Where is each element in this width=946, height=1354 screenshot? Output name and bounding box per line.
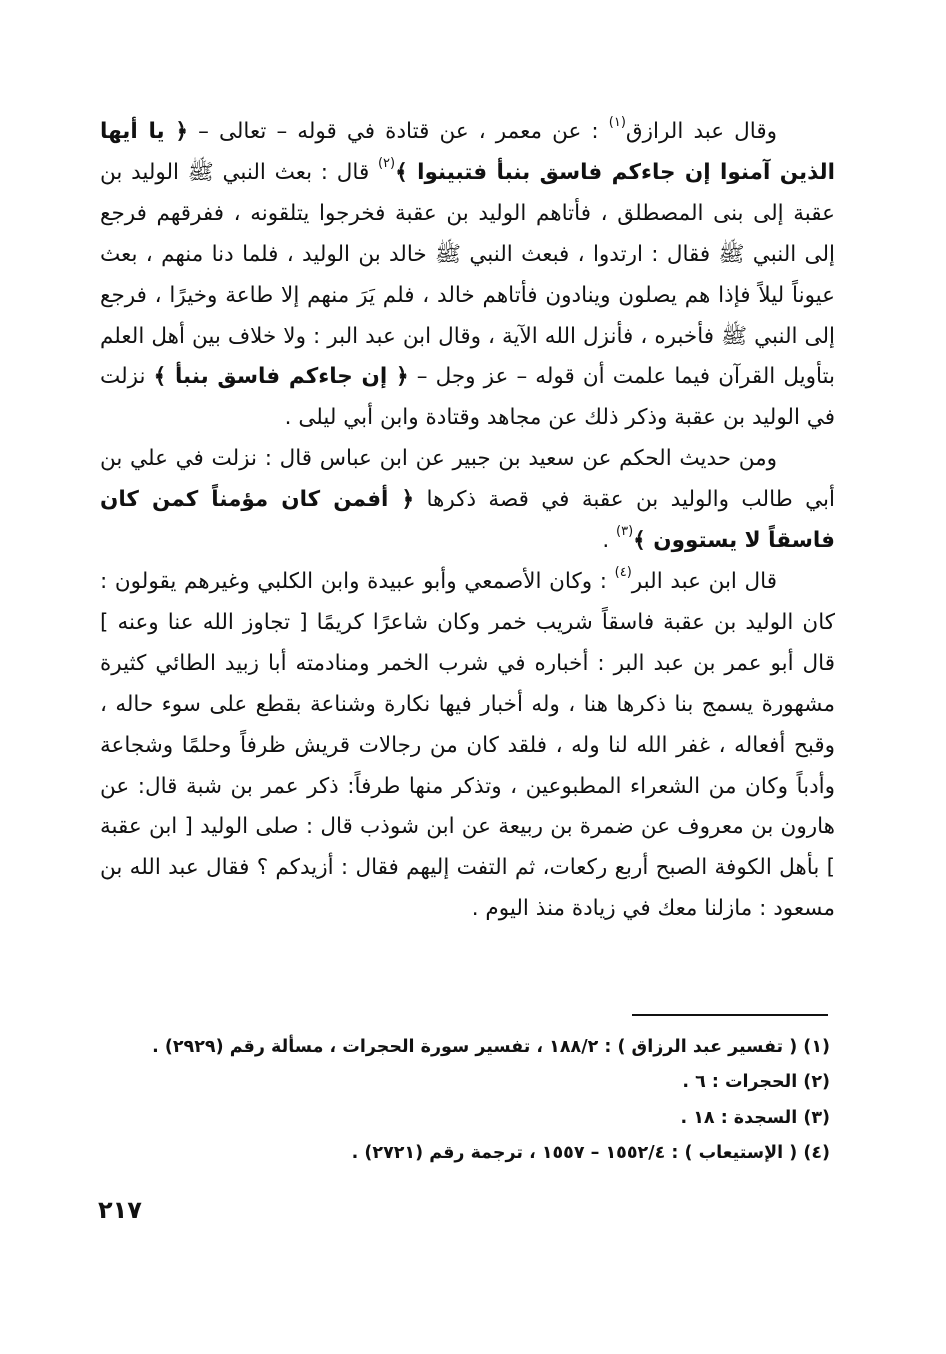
quran-quote: ﴿ أفمن كان مؤمناً كمن كان فاسقاً لا يستوون ﴾ — [100, 487, 835, 554]
text-run: قال : بعث النبي ﷺ الوليد بن عقبة إلى بنى المصطلق ، فأتاهم الوليد بن عقبة فخرجوا يتلقونه ، ففرقهم فرجع إلى النبي ﷺ فقال : ارتدوا ، فبعث النبي ﷺ خالد بن الوليد ، فلما دنا منهم ، بعث عيوناً ليلاً فإذا هم يصلون وينادون فأتاهم خالد ، فلم يَرَ منهم إلا طاعة وخيرًا ، فرجع إلى النبي ﷺ فأخبره ، فأنزل الله الآية ، وقال ابن عبد البر : ولا خلاف بين أهل العلم بتأويل القرآن فيما علمت أن قوله – عز وجل – — [100, 159, 835, 390]
footnote-1: (١) ( تفسير عبد الرزاق ) : ١٨٨/٢ ، تفسير سورة الحجرات ، مسألة رقم (٢٩٢٩) . — [152, 1037, 830, 1057]
text-run: وقال عبد الرازق — [625, 119, 777, 144]
footnote-2: (٢) الحجرات : ٦ . — [682, 1072, 830, 1093]
footnote-separator — [632, 1014, 828, 1016]
quran-quote: ﴿ يا أيها الذين آمنوا إن جاءكم فاسق بنبأ فتبينوا ﴾ — [100, 119, 835, 185]
footnote-ref: (٣) — [616, 524, 634, 540]
footnote-4: (٤) ( الإستيعاب ) : ١٥٥٢/٤ – ١٥٥٧ ، ترجمة رقم (٢٧٢١) . — [351, 1142, 830, 1163]
footnote-ref: (١) — [608, 115, 626, 130]
text-run: . — [602, 528, 617, 554]
text-run: قال ابن عبد البر — [631, 568, 778, 594]
footnote-ref: (٤) — [614, 564, 632, 580]
text-run: ومن حديث الحكم عن سعيد بن جبير عن ابن عباس قال : نزلت في علي بن أبي طالب والوليد بن عقبة في قصة ذكرها — [100, 446, 835, 513]
quran-quote: ﴿ إن جاءكم فاسق بنبأ ﴾ — [153, 364, 409, 390]
text-run: : عن معمر ، عن قتادة في قوله – تعالى – — [187, 119, 609, 144]
text-run: : وكان الأصمعي وأبو عبيدة وابن الكلبي وغيرهم يقولون : كان الوليد بن عقبة فاسقاً شريب خمر وكان شاعرًا كريمًا [ تجاوز الله عنا وعنه ] قال أبو عمر بن عبد البر : أخباره في شرب الخمر ومنادمته أبا زبيد الطائي كثيرة مشهورة يسمج بنا ذكرها هنا ، وله أخبار فيها نكارة وشناعة بقطع على سوء حاله ، وقبح أفعاله ، غفر الله لنا وله ، فلقد كان من رجالات قريش ظرفاً وحلمًا وشجاعة وأدباً وكان من الشعراء المطبوعين ، وتذكر منها طرفاً: ذكر عمر بن شبة قال: عن هارون بن معروف عن ضمرة بن ربيعة عن ابن شوذب قال : صلى الوليد [ ابن عقبة ] بأهل الكوفة الصبح أربع ركعات، ثم التفت إليهم فقال : أزيدكم ؟ فقال عبد الله بن مسعود : مازلنا معك في زيادة منذ اليوم . — [100, 568, 835, 922]
footnote-ref: (٢) — [377, 155, 396, 171]
paragraph-3 — [100, 562, 835, 930]
footnote-3: (٣) السجدة : ١٨ . — [680, 1107, 830, 1128]
main-text — [100, 112, 835, 930]
paragraph-1 — [100, 112, 835, 439]
page-number: ٢١٧ — [98, 1196, 142, 1224]
text-run: نزلت في الوليد بن عقبة وذكر ذلك عن مجاهد وقتادة وابن أبي ليلى . — [100, 364, 835, 431]
footnotes — [152, 1030, 830, 1171]
paragraph-2 — [100, 439, 835, 562]
